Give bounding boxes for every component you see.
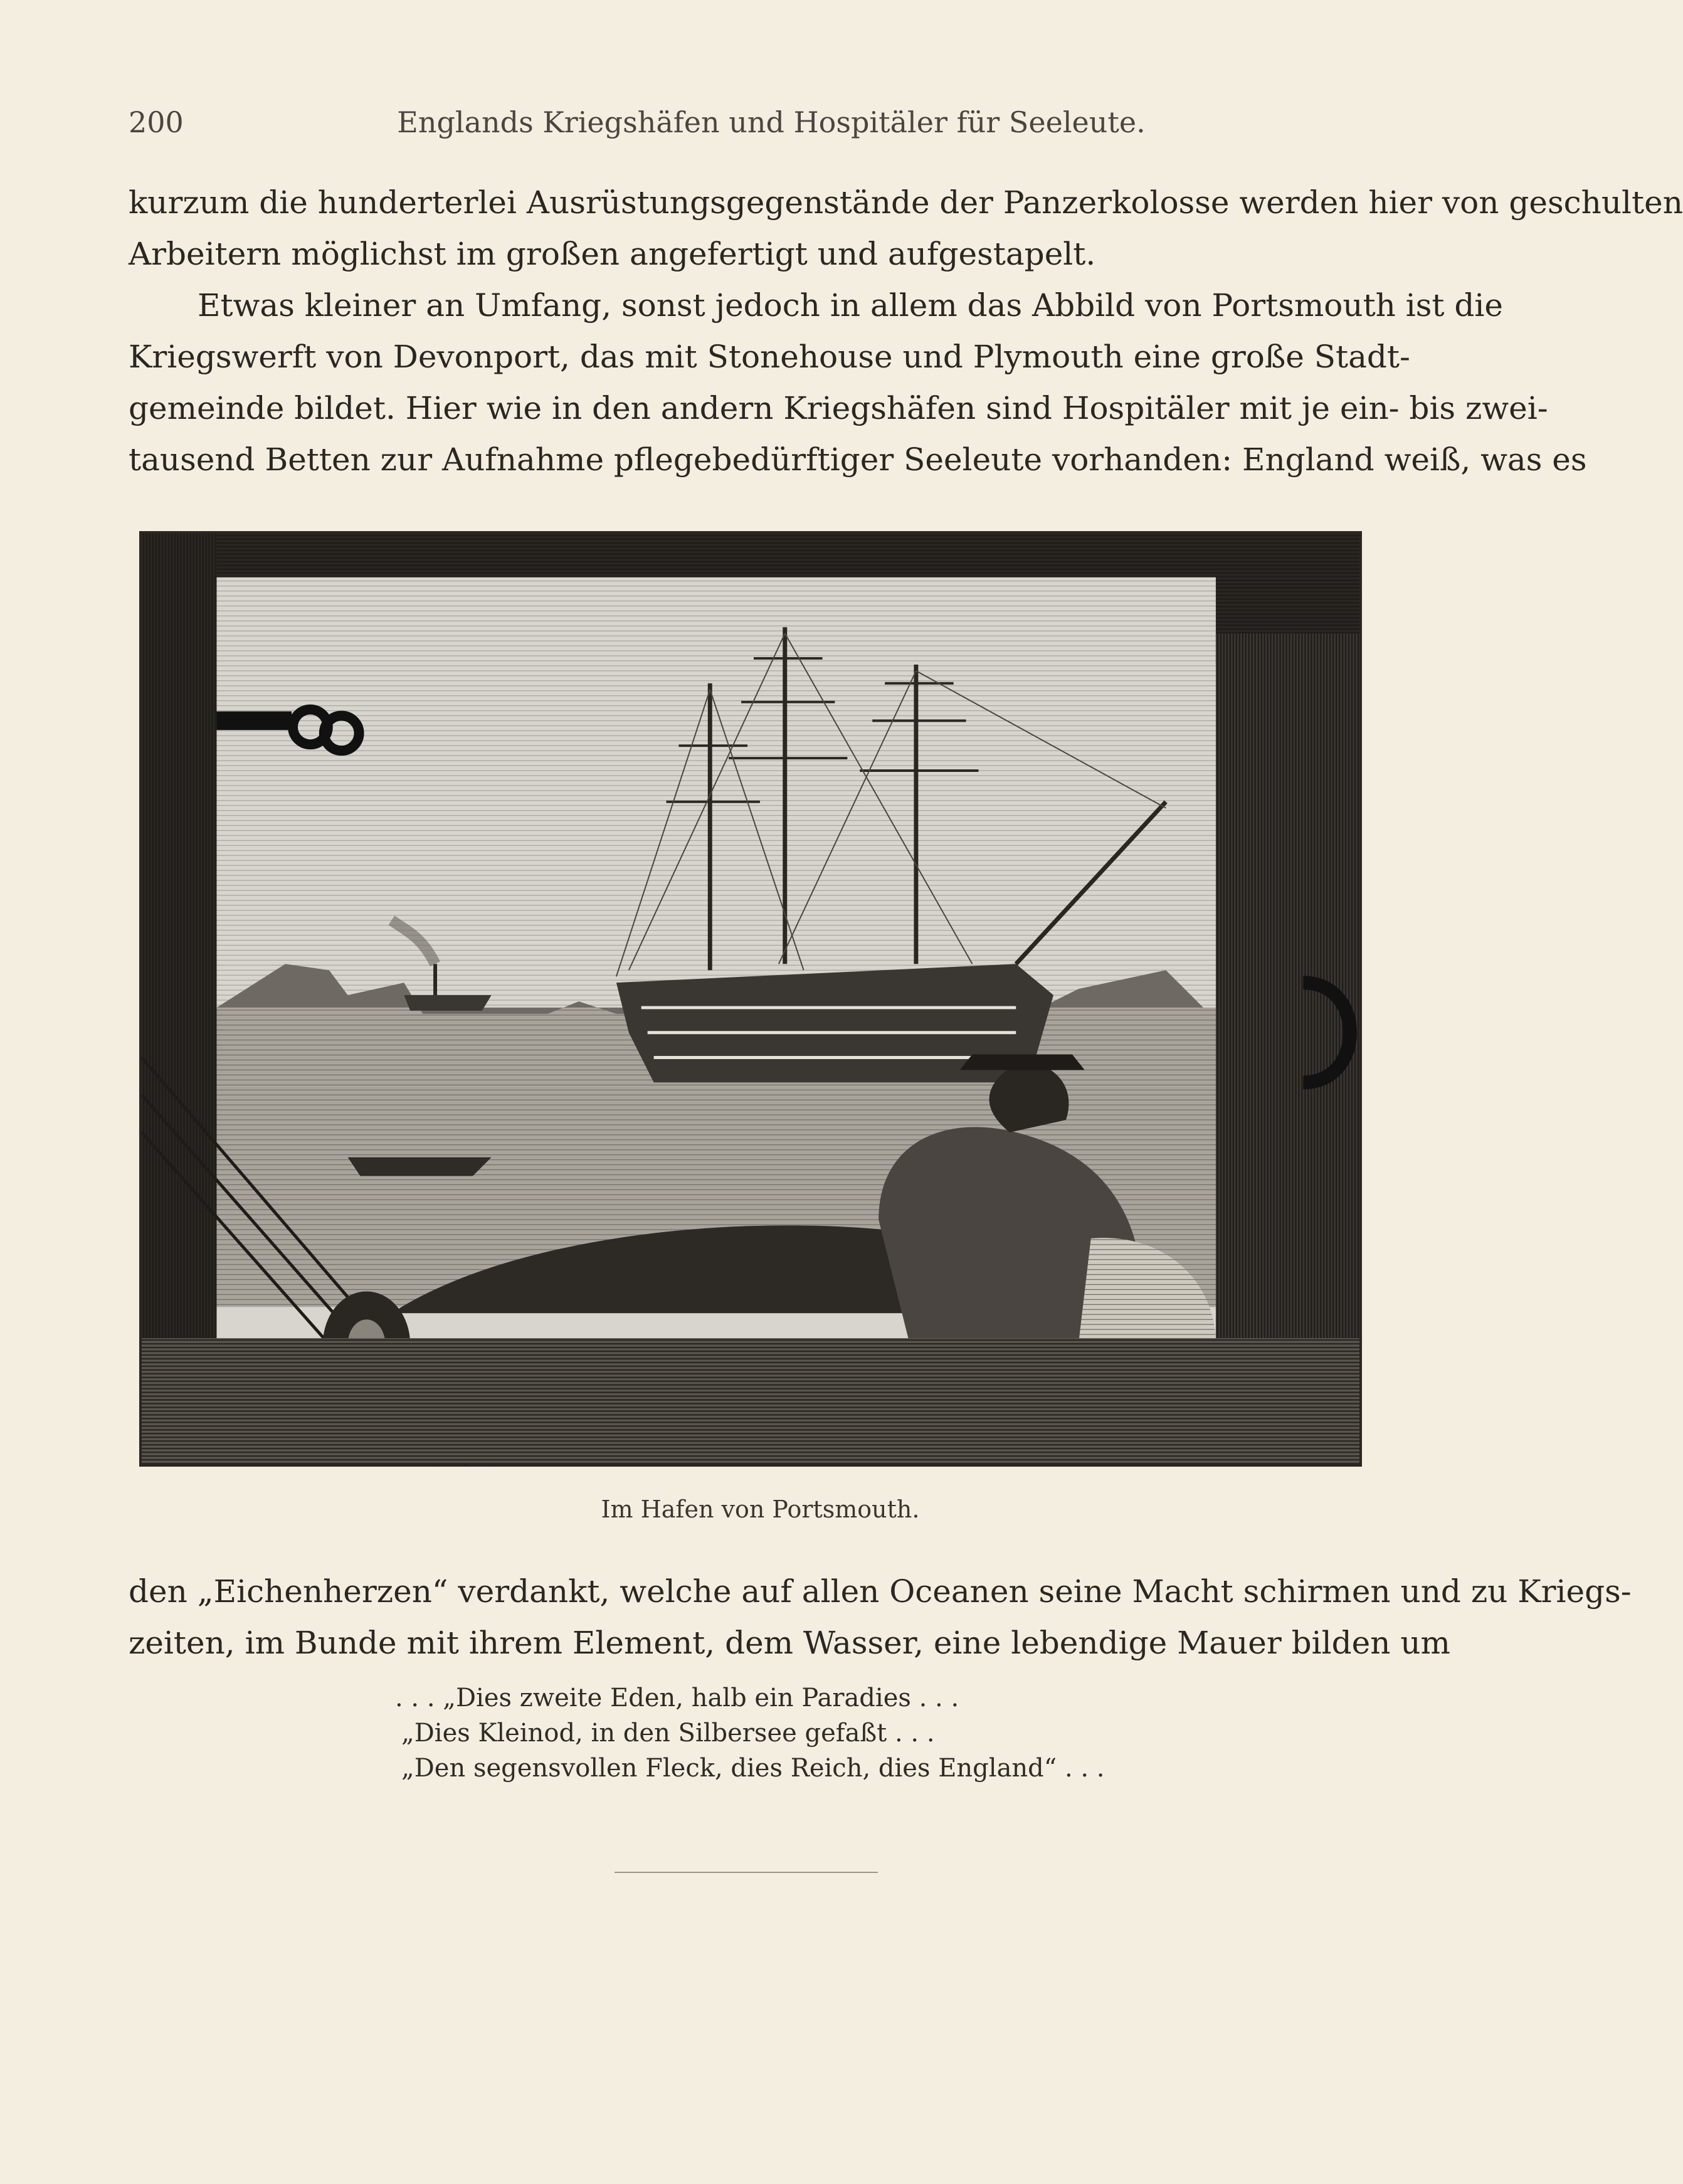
text-line: tausend Betten zur Aufnahme pflegebedürftiger Seeleute vorhanden: England weiß, was es [129, 441, 1587, 478]
text-line: Arbeitern möglichst im großen angefertigt und aufgestapelt. [129, 236, 1096, 272]
closing-rule [615, 1872, 878, 1873]
text-line: gemeinde bildet. Hier wie in den andern Kriegshäfen sind Hospitäler mit je ein- bis zwei- [129, 390, 1548, 426]
verse-line: „Dies Kleinod, in den Silbersee gefaßt . . . [401, 1719, 935, 1748]
page-header [129, 105, 1376, 149]
harbour-engraving [142, 534, 1359, 1464]
text-line: kurzum die hunderterlei Ausrüstungsgegenstände der Panzerkolosse werden hier von geschulten [129, 184, 1683, 221]
paragraph-3 [129, 1566, 1632, 1669]
paragraph-2 [129, 280, 1587, 485]
illustration-caption: Im Hafen von Portsmouth. [601, 1496, 920, 1523]
page-number: 200 [129, 105, 184, 139]
paragraph-1 [129, 177, 1683, 280]
text-line: zeiten, im Bunde mit ihrem Element, dem Wasser, eine lebendige Mauer bilden um [129, 1625, 1450, 1661]
engraving-illustration [139, 531, 1362, 1467]
text-line: Kriegswerft von Devonport, das mit Stonehouse und Plymouth eine große Stadt- [129, 339, 1410, 375]
verse-line: . . . „Dies zweite Eden, halb ein Paradies . . . [395, 1684, 959, 1712]
verse-quotation [395, 1680, 1105, 1786]
text-line: den „Eichenherzen“ verdankt, welche auf allen Oceanen seine Macht schirmen und zu Kriegs- [129, 1573, 1632, 1610]
text-line: Etwas kleiner an Umfang, sonst jedoch in allem das Abbild von Portsmouth ist die [198, 287, 1503, 324]
verse-line: „Den segensvollen Fleck, dies Reich, dies England“ . . . [401, 1754, 1105, 1783]
running-title: Englands Kriegshäfen und Hospitäler für Seeleute. [397, 105, 1146, 139]
